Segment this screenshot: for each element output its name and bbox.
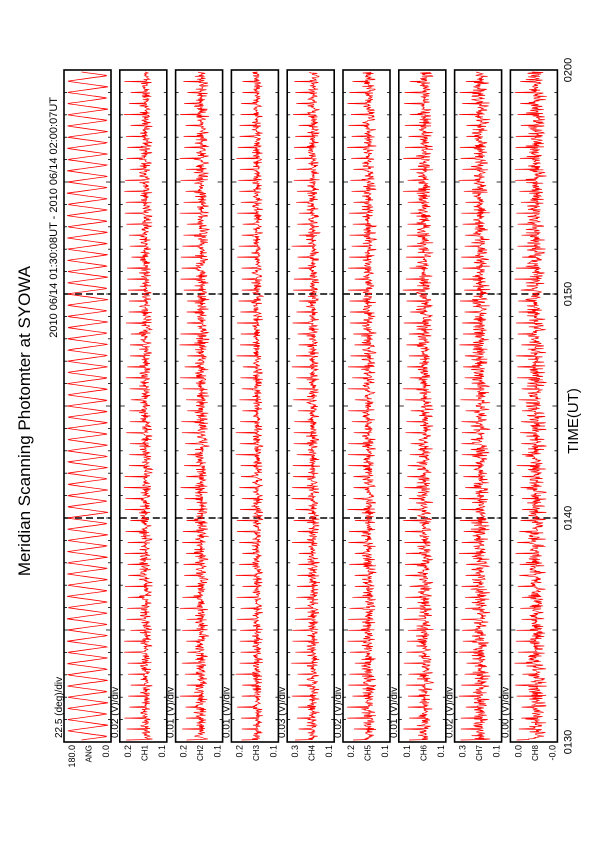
panel-scale-label: 0.00 (V)/div: [500, 686, 512, 738]
panel-ylabel: CH6: [419, 745, 429, 762]
series-line: [514, 72, 546, 740]
y-tick-label: 0.1: [324, 745, 335, 758]
panel-scale-label: 0.02 (V)/div: [109, 686, 121, 738]
y-tick-label: 0.1: [268, 745, 279, 758]
panel-2: [110, 70, 167, 761]
panel-ylabel: CH7: [475, 745, 485, 762]
y-tick-label: 0.1: [491, 745, 502, 758]
series-line: [347, 72, 376, 740]
panel-group: [54, 70, 557, 768]
series-line: [403, 72, 434, 740]
y-tick-label: 0.2: [234, 745, 245, 758]
panel-ylabel: CH3: [251, 745, 261, 762]
panel-ylabel: CH2: [196, 745, 206, 762]
panel-8: [445, 70, 502, 761]
x-tick-label: 0140: [562, 505, 575, 531]
panel-scale-label: 22.5 (deg)/div: [54, 676, 65, 738]
panel-ylabel: CH1: [140, 745, 150, 762]
y-tick-label: 0.2: [122, 745, 133, 758]
series-line: [291, 72, 320, 740]
series-line: [124, 72, 153, 740]
panel-frame: [64, 70, 111, 742]
panel-3: [166, 70, 223, 761]
y-tick-label: 0.1: [212, 745, 223, 758]
y-tick-label: 0.1: [435, 745, 446, 758]
panel-1: [54, 70, 111, 768]
time-range-label: 2010 06/14 01:30:08UT - 2010 06/14 02:00:07UT: [48, 97, 60, 338]
y-tick-label: 0.3: [457, 745, 468, 758]
panel-ylabel: CH8: [530, 745, 540, 762]
panel-ylabel: CH4: [307, 745, 317, 762]
y-tick-label: 0.2: [346, 745, 356, 758]
panel-scale-label: 0.01 (V)/div: [165, 686, 177, 738]
panel-4: [221, 70, 278, 761]
series-line: [180, 72, 210, 740]
panel-7: [389, 70, 446, 761]
panel-scale-label: 0.01 (V)/div: [221, 686, 233, 738]
panel-scale-label: 0.02 (V)/div: [333, 686, 344, 738]
panel-5: [277, 70, 334, 761]
x-tick-label: 0200: [562, 57, 575, 83]
series-line: [67, 72, 108, 740]
y-tick-label: 0.0: [513, 745, 524, 758]
y-tick-label: 0.3: [290, 745, 301, 758]
panel-scale-label: 0.02 (V)/div: [444, 686, 456, 738]
y-tick-label: 0.1: [156, 745, 167, 758]
x-tick-label: 0130: [562, 729, 575, 755]
panel-ylabel: ANG: [84, 745, 94, 763]
y-tick-label: 0.2: [178, 745, 189, 758]
y-tick-label: 0.0: [101, 745, 111, 758]
y-tick-label: 0.1: [401, 745, 412, 758]
panel-scale-label: 0.01 (V)/div: [388, 686, 400, 738]
panel-ylabel: CH5: [363, 745, 373, 762]
series-line: [236, 72, 264, 740]
y-tick-label: 0.1: [380, 745, 390, 758]
panel-9: [500, 70, 557, 761]
x-tick-label: 0150: [562, 281, 575, 307]
panel-scale-label: 0.03 (V)/div: [277, 686, 289, 738]
chart-title: Meridian Scanning Photomter at SYOWA: [15, 265, 34, 577]
x-axis-label: TIME(UT): [565, 388, 582, 454]
y-tick-label: 180.0: [67, 745, 77, 768]
series-line: [459, 72, 491, 740]
panel-6: [333, 70, 390, 761]
y-tick-label: -0.0: [547, 745, 558, 761]
